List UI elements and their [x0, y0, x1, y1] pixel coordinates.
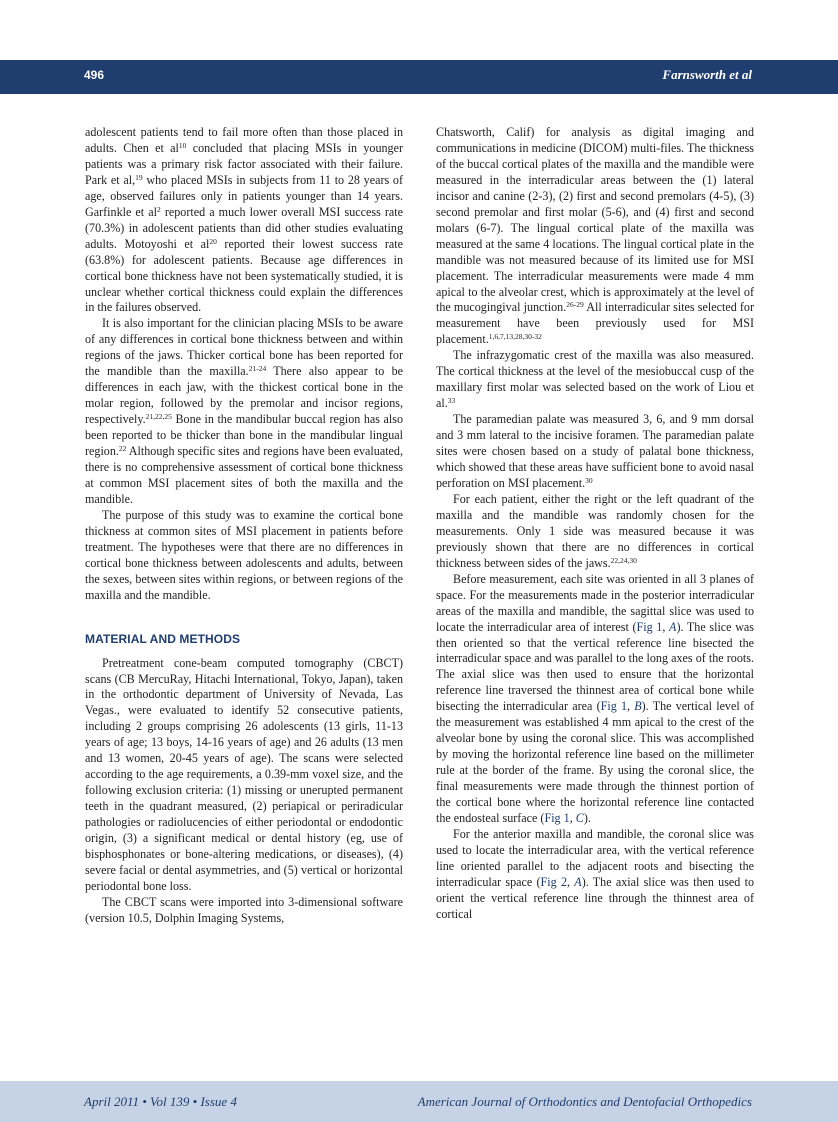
citation: 22,24,30	[610, 555, 637, 565]
left-column	[85, 125, 403, 927]
text: For each patient, either the right or the left quadrant of the maxilla and the mandible was randomly chosen for the measurements. Only 1 side was measured because it was previously shown that there are no differences in cortical thickness between sides of the jaws.	[436, 491, 754, 570]
citation: 21-24	[248, 364, 267, 374]
citation: 1,6,7,13,28,30-32	[488, 332, 542, 342]
citation: 22	[118, 444, 127, 454]
citation: 30	[585, 475, 593, 485]
text: reported a much lower overall MSI success rate (70.3%) in adolescent patients than did other studies evaluating adults. Motoyoshi et al	[85, 204, 403, 251]
text: It is also important for the clinician placing MSIs to be aware of any differences in cortical bone thickness between and within regions of the jaws. Thicker cortical bone has been reported for the mandible than the maxilla.	[85, 316, 403, 379]
footer-journal-title: American Journal of Orthodontics and Dentofacial Orthopedics	[417, 1094, 752, 1109]
text: ,	[567, 874, 575, 889]
citation: 21,22,25	[145, 412, 172, 422]
page-number: 496	[84, 68, 105, 82]
text: reported their lowest success rate (63.8%) for adolescent patients. Because age differences in cortical bone thickness have not been systematically studied, it is unclear whether cortical thickness could explain the differences in the failures observed.	[85, 236, 403, 315]
citation: 20	[209, 236, 217, 246]
paragraph	[436, 348, 754, 412]
paragraph: The CBCT scans were imported into 3-dimensional software (version 10.5, Dolphin Imaging Systems,	[85, 894, 403, 925]
paragraph	[85, 125, 403, 316]
text: concluded that placing MSIs in younger patients was a primary risk factor associated with their failure. Park et al,	[85, 140, 403, 187]
citation: 33	[447, 396, 456, 406]
text: adolescent patients tend to fail more often than those placed in adults. Chen et al	[85, 125, 403, 155]
paragraph	[436, 125, 754, 348]
figure-panel-link[interactable]: A	[669, 619, 677, 634]
paragraph	[436, 412, 754, 492]
text: All interradicular sites selected for measurement have been previously used for MSI placement.	[436, 300, 754, 347]
text: ,	[662, 619, 670, 634]
paragraph	[85, 316, 403, 507]
text: Although specific sites and regions have been evaluated, there is no comprehensive assessment of cortical bone thickness at common MSI placement sites of both the maxilla and the mandible.	[85, 444, 403, 506]
footer-issue: April 2011 • Vol 139 • Issue 4	[84, 1094, 237, 1109]
text: ). The vertical level of the measurement was established 4 mm apical to the crest of the alveolar bone by using the coronal slice. This was accomplished by moving the horizontal reference line based on the millimeter rule at the border of the frame. By using the coronal slice, the final measurements were made through the thinnest portion of the cortical bone where the horizontal reference line contacted the endosteal surface (	[436, 699, 754, 825]
right-column	[436, 125, 754, 923]
figure-link[interactable]: Fig 1	[636, 619, 663, 634]
citation: 2	[156, 204, 161, 214]
paragraph	[436, 492, 754, 572]
footer-band	[0, 1081, 838, 1122]
text: There also appear to be differences in each jaw, with the thickest cortical bone in the molar region, followed by the premolar and incisor regions, respectively.	[85, 364, 403, 427]
figure-panel-link[interactable]: C	[575, 810, 584, 825]
text: ,	[569, 810, 576, 825]
paragraph	[436, 572, 754, 827]
citation: 26-29	[566, 300, 584, 310]
text: Bone in the mandibular buccal region has also been reported to be thicker than bone in the mandibular lingual region.	[85, 412, 403, 459]
citation: 19	[135, 172, 143, 182]
text: ). The axial slice was then used to orient the vertical reference line through the thinnest area of cortical	[436, 874, 755, 921]
figure-link[interactable]: Fig 1	[544, 810, 570, 825]
figure-link[interactable]: Fig 1	[600, 699, 628, 714]
paragraph: Pretreatment cone-beam computed tomography (CBCT) scans (CB MercuRay, Hitachi International, Tokyo, Japan), taken in the orthodontic department of University of Nevada, Las Vegas., were evaluated to identify 52 consecutive patients, including 2 groups comprising 26 adolescents (13 girls, 11-13 years of age; 13 boys, 14-16 years of age) and 26 adults (13 men and 13 women, 20-45 years of age). The scans were selected according to the age requirements, a 0.39-mm voxel size, and the following exclusion criteria: (1) missing or unerupted permanent teeth in the quadrant measured, (2) periapical or periradicular pathologies or radiolucencies of either periodontal or endodontic origin, (3) a significant medical or dental history (eg, use of bisphosphonates or bone-altering medications, or diseases), (4) severe facial or dental asymmetries, and (5) vertical or horizontal periodontal bone loss.	[85, 655, 403, 893]
text: Before measurement, each site was oriented in all 3 planes of space. For the measurements made in the posterior interradicular areas of the maxilla and mandible, the sagittal slice was used to locate the interradicular area of interest (	[436, 571, 754, 634]
text: For the anterior maxilla and mandible, the coronal slice was used to locate the interradicular area, with the vertical reference line oriented parallel to the adjacent roots and bisecting the interradicular space (	[436, 826, 754, 889]
figure-panel-link[interactable]: B	[634, 699, 642, 714]
text: ,	[627, 699, 635, 714]
paragraph	[436, 827, 754, 923]
text: ). The slice was then oriented so that the vertical reference line bisected the interradicular space and was parallel to the long axes of the roots. The axial slice was then used to ensure that the horizontal reference line traversed the thinnest area of cortical bone while bisecting the interradicular area (	[436, 619, 754, 714]
citation: 10	[178, 140, 187, 150]
running-head: Farnsworth et al	[662, 67, 752, 82]
header-band	[0, 60, 838, 94]
text: The paramedian palate was measured 3, 6, and 9 mm dorsal and 3 mm lateral to the incisive foramen. The paramedian palate sites were chosen based on a study of palatal bone thickness, which showed that these areas have sufficient bone to avoid nasal perforation on MSI placement.	[436, 412, 754, 490]
paragraph: The purpose of this study was to examine the cortical bone thickness at common sites of MSI placement in patients before treatment. The hypotheses were that there are no differences in cortical bone thickness between adolescents and adults, between the sexes, between sites within regions, or between regions of the maxilla and the mandible.	[85, 507, 403, 602]
figure-link[interactable]: Fig 2	[540, 874, 567, 889]
text: ).	[583, 810, 591, 825]
text: The infrazygomatic crest of the maxilla was also measured. The cortical thickness at the level of the mesiobuccal cusp of the maxillary first molar was selected based on the work of Liou et al.	[436, 348, 754, 411]
section-heading: MATERIAL AND METHODS	[85, 631, 241, 646]
text: who placed MSIs in subjects from 11 to 28 years of age, observed failures only in patients younger than 14 years. Garfinkle et al	[85, 172, 404, 219]
figure-panel-link[interactable]: A	[574, 874, 582, 889]
text: Chatsworth, Calif) for analysis as digital imaging and communications in medicine (DICOM) multi-files. The thickness of the buccal cortical plates of the maxilla and the mandible were measured in the interradicular areas between the (1) lateral incisor and canine (2-3), (2) first and second premolars (4-5), (3) second premolar and first molar (5-6), and (4) first and second molars (6-7). The lingual cortical plate of the maxilla was measured at the same 4 locations. The lingual cortical plate in the mandible was not measured because of its limited use for MSI placement. The interradicular measurements were made 4 mm apical to the alveolar crest, which is approximately at the level of the mucogingival junction.	[436, 125, 754, 315]
